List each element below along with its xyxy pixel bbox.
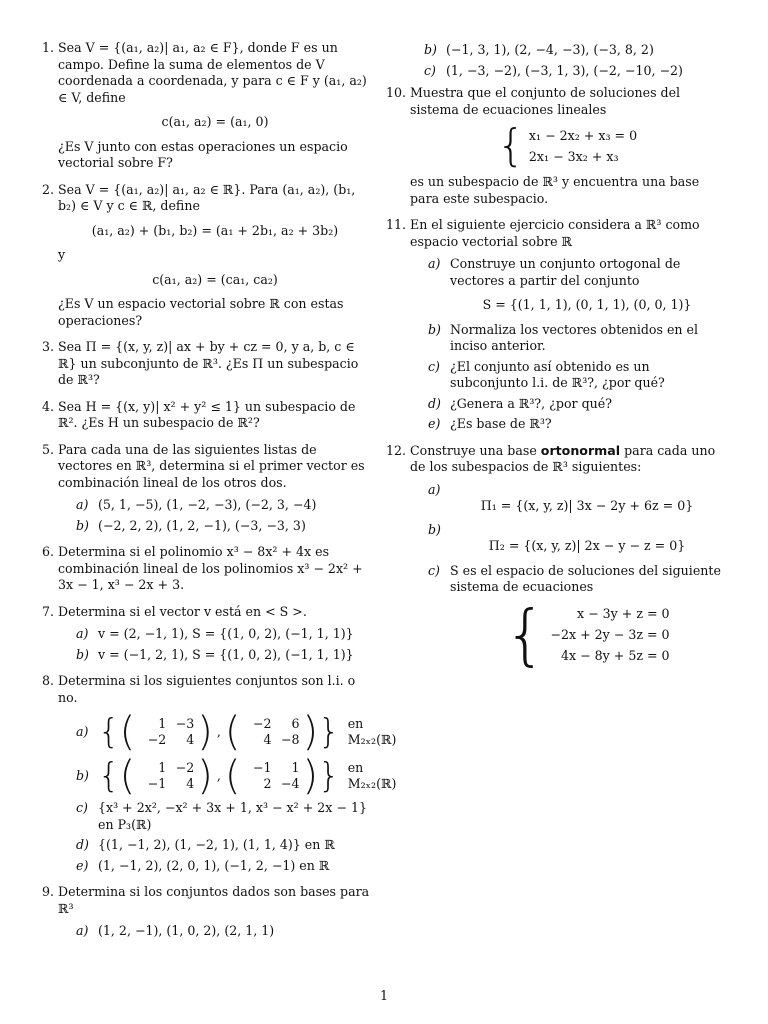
subitem-text: (−1, 3, 1), (2, −4, −3), (−3, 8, 2) bbox=[446, 42, 654, 57]
subitem-text: ¿Genera a ℝ³?, ¿por qué? bbox=[450, 395, 612, 411]
problem-number: 10. bbox=[385, 85, 406, 100]
problem-number: 1. bbox=[41, 40, 54, 55]
paren-open: ( bbox=[119, 753, 136, 799]
matrix-entry: 4 bbox=[186, 732, 195, 747]
matrix-entry: −8 bbox=[280, 732, 300, 747]
subitem-label: d) bbox=[76, 837, 89, 852]
matrix-entry: −4 bbox=[280, 776, 300, 791]
display-equation: Π₂ = {(x, y, z)| 2x − y − z = 0} bbox=[488, 538, 686, 553]
problem-10 bbox=[384, 85, 724, 207]
problem-text: En el siguiente ejercicio considera a ℝ³ como espacio vectorial sobre ℝ bbox=[410, 217, 700, 249]
display-equation: Π₁ = {(x, y, z)| 3x − 2y + 6z = 0} bbox=[480, 497, 694, 513]
paren-close: ) bbox=[197, 709, 213, 755]
subitem-label: a) bbox=[76, 724, 89, 739]
matrix-entry: −2 bbox=[147, 732, 167, 747]
problem-number: 2. bbox=[41, 181, 54, 197]
subitem-label: b) bbox=[76, 517, 89, 533]
matrix-space: en M₂ₓ₂(ℝ) bbox=[347, 715, 397, 747]
display-equation: (a₁, a₂) + (b₁, b₂) = (a₁ + 2b₁, a₂ + 3b₂) bbox=[91, 222, 339, 238]
equation-system bbox=[410, 120, 724, 171]
subitem-text: ¿El conjunto así obtenido es un subconjunto l.i. de ℝ³?, ¿por qué? bbox=[450, 358, 665, 390]
problem-6 bbox=[36, 544, 372, 594]
matrix bbox=[138, 716, 194, 748]
right-column bbox=[384, 40, 724, 678]
matrix-entry: 1 bbox=[158, 716, 167, 731]
paren-close: ) bbox=[302, 753, 319, 799]
matrix bbox=[243, 716, 299, 748]
problem-question: ¿Es V un espacio vectorial sobre ℝ con estas operaciones? bbox=[58, 296, 344, 328]
matrix-entry: 1 bbox=[291, 760, 300, 775]
subitem-text: S es el espacio de soluciones del siguiente sistema de ecuaciones bbox=[450, 562, 721, 594]
problem-7 bbox=[36, 604, 372, 664]
problem-number: 12. bbox=[385, 442, 406, 458]
matrix-entry: −3 bbox=[175, 716, 195, 731]
problem-number: 8. bbox=[41, 673, 54, 688]
matrix-entry: 6 bbox=[291, 716, 300, 731]
subitem-label: a) bbox=[428, 481, 441, 497]
problem-number: 3. bbox=[41, 339, 54, 354]
subitem-text: (1, −3, −2), (−3, 1, 3), (−2, −10, −2) bbox=[446, 62, 683, 78]
display-equation: c(a₁, a₂) = (a₁, 0) bbox=[161, 114, 269, 129]
connector-text: y bbox=[58, 247, 66, 262]
subitem-label: e) bbox=[76, 857, 89, 873]
system-equations bbox=[529, 125, 637, 167]
problem-text-after: es un subespacio de ℝ³ y encuentra una base para este subespacio. bbox=[410, 174, 700, 206]
subitem-text: {x³ + 2x², −x² + 3x + 1, x³ − x² + 2x − 1} en P₃(ℝ) bbox=[98, 800, 367, 832]
equation: x − 3y + z = 0 bbox=[577, 606, 670, 621]
subitem-label: d) bbox=[428, 395, 441, 411]
subitem-b bbox=[406, 42, 724, 59]
paren-close: ) bbox=[197, 753, 213, 799]
matrix-set bbox=[98, 709, 397, 755]
subitem-label: b) bbox=[424, 42, 437, 57]
system-brace: { bbox=[496, 120, 525, 171]
subitem-c bbox=[410, 562, 724, 673]
set-brace-open: { bbox=[98, 712, 120, 752]
problem-text-post: para cada uno de los subespacios de ℝ³ siguientes: bbox=[410, 442, 716, 474]
subitem-b bbox=[58, 518, 372, 535]
left-column bbox=[36, 40, 397, 950]
subitem-b bbox=[58, 647, 372, 664]
subitem-a bbox=[58, 497, 372, 514]
problem-number: 4. bbox=[41, 398, 54, 414]
separator: , bbox=[216, 767, 221, 783]
subitem-label: c) bbox=[424, 62, 436, 78]
subitem-text: v = (−1, 2, 1), S = {(1, 0, 2), (−1, 1, 1)} bbox=[98, 646, 354, 662]
subitem-c bbox=[406, 63, 724, 80]
paren-close: ) bbox=[302, 709, 319, 755]
subitem-a bbox=[58, 923, 372, 940]
set-brace-open: { bbox=[98, 756, 120, 796]
equation: 2x₁ − 3x₂ + x₃ bbox=[528, 149, 619, 164]
equation-system bbox=[450, 595, 724, 673]
subitem-d bbox=[410, 396, 724, 413]
subitem-label: a) bbox=[76, 497, 89, 512]
problem-number: 5. bbox=[41, 441, 54, 457]
subitem-c bbox=[410, 359, 724, 392]
system-equations bbox=[550, 603, 669, 666]
problem-9 bbox=[36, 884, 372, 940]
problem-number: 7. bbox=[41, 603, 54, 619]
problem-2 bbox=[36, 182, 372, 330]
separator: , bbox=[216, 723, 221, 739]
subitem-a bbox=[410, 482, 724, 515]
page-number: 1 bbox=[379, 988, 388, 1003]
display-equation: S = {(1, 1, 1), (0, 1, 1), (0, 0, 1)} bbox=[482, 297, 692, 312]
subitem-label: c) bbox=[428, 562, 440, 578]
problem-12 bbox=[384, 442, 724, 673]
set-brace-close: } bbox=[318, 756, 340, 796]
subitem-label: a) bbox=[428, 256, 441, 271]
subitem-label: b) bbox=[76, 768, 89, 783]
problem-number: 11. bbox=[385, 217, 406, 232]
subitem-label: a) bbox=[76, 923, 89, 938]
subitem-text: (1, 2, −1), (1, 0, 2), (2, 1, 1) bbox=[98, 923, 275, 938]
matrix-entry: 4 bbox=[263, 732, 272, 747]
subitem-e bbox=[410, 416, 724, 433]
equation: x₁ − 2x₂ + x₃ = 0 bbox=[528, 128, 638, 143]
subitem-text: v = (2, −1, 1), S = {(1, 0, 2), (−1, 1, 1)} bbox=[98, 626, 354, 641]
subitem-text: {(1, −1, 2), (1, −2, 1), (1, 1, 4)} en ℝ bbox=[98, 837, 335, 852]
matrix bbox=[243, 760, 299, 792]
subitem-a bbox=[58, 626, 372, 643]
subitem-text: ¿Es base de ℝ³? bbox=[450, 416, 552, 431]
problem-1 bbox=[36, 40, 372, 172]
subitem-label: b) bbox=[76, 646, 89, 662]
system-brace: { bbox=[504, 595, 547, 673]
problem-text: Muestra que el conjunto de soluciones del sistema de ecuaciones lineales bbox=[410, 85, 681, 117]
equation: 4x − 8y + 5z = 0 bbox=[560, 648, 670, 663]
matrix-entry: 1 bbox=[158, 760, 167, 775]
problem-number: 9. bbox=[41, 884, 54, 899]
problem-text-pre: Construye una base bbox=[410, 442, 537, 458]
matrix-entry: −2 bbox=[175, 760, 195, 775]
problem-text: Determina si los conjuntos dados son bases para ℝ³ bbox=[58, 884, 370, 916]
equation: −2x + 2y − 3z = 0 bbox=[550, 627, 670, 642]
subitem-text: (1, −1, 2), (2, 0, 1), (−1, 2, −1) en ℝ bbox=[98, 857, 330, 873]
problem-number: 6. bbox=[41, 544, 54, 559]
subitem-a bbox=[410, 256, 724, 314]
subitem-e bbox=[58, 858, 372, 875]
subitem-text: (5, 1, −5), (1, −2, −3), (−2, 3, −4) bbox=[98, 497, 317, 512]
paren-open: ( bbox=[119, 709, 136, 755]
problem-text bbox=[410, 443, 724, 476]
subitem-b bbox=[410, 322, 724, 355]
subitem-text: (−2, 2, 2), (1, 2, −1), (−3, −3, 3) bbox=[98, 517, 306, 533]
subitem-d bbox=[58, 837, 372, 854]
problem-8 bbox=[36, 673, 397, 874]
matrix-entry: −1 bbox=[147, 776, 167, 791]
paren-open: ( bbox=[224, 709, 241, 755]
subitem-text: Construye un conjunto ortogonal de vectores a partir del conjunto bbox=[450, 256, 681, 288]
subitem-text: Normaliza los vectores obtenidos en el inciso anterior. bbox=[450, 321, 699, 353]
problem-text: Determina si el polinomio x³ − 8x² + 4x es combinación lineal de los polinomios x³ − 2x² + 3x − 1, x³ − 2x + 3. bbox=[58, 544, 363, 592]
problem-text: Sea V = {(a₁, a₂)| a₁, a₂ ∈ F}, donde F es un campo. Define la suma de elementos de V coordenada a coordenada, y para c ∈ F y (a₁, a₂) ∈ V, define bbox=[58, 40, 367, 105]
problem-11 bbox=[384, 217, 724, 433]
subitem-label: a) bbox=[76, 626, 89, 641]
matrix-entry: −1 bbox=[252, 760, 272, 775]
subitem-label: b) bbox=[428, 321, 441, 337]
problem-4 bbox=[36, 399, 372, 432]
subitem-label: c) bbox=[76, 800, 88, 815]
problem-question: ¿Es V junto con estas operaciones un espacio vectorial sobre F? bbox=[58, 138, 348, 170]
problem-text: Sea H = {(x, y)| x² + y² ≤ 1} un subespacio de ℝ². ¿Es H un subespacio de ℝ²? bbox=[58, 398, 356, 430]
matrix-entry: 4 bbox=[186, 776, 195, 791]
matrix-set bbox=[98, 753, 397, 799]
subitem-label: e) bbox=[428, 416, 441, 431]
problem-text-bold: ortonormal bbox=[540, 442, 621, 458]
matrix bbox=[138, 760, 194, 792]
problem-3 bbox=[36, 339, 372, 389]
subitem-b bbox=[58, 753, 397, 799]
problem-text: Determina si los siguientes conjuntos son l.i. o no. bbox=[58, 673, 356, 705]
display-equation: c(a₁, a₂) = (ca₁, ca₂) bbox=[152, 271, 278, 287]
subitem-b bbox=[410, 522, 724, 555]
subitem-c bbox=[58, 800, 372, 833]
problem-9-continued bbox=[384, 42, 724, 79]
problem-text: Sea V = {(a₁, a₂)| a₁, a₂ ∈ ℝ}. Para (a₁, a₂), (b₁, b₂) ∈ V y c ∈ ℝ, define bbox=[58, 181, 356, 213]
subitem-label: b) bbox=[428, 522, 441, 537]
subitem-label: c) bbox=[428, 358, 440, 374]
matrix-space: en M₂ₓ₂(ℝ) bbox=[347, 759, 397, 791]
problem-text: Sea Π = {(x, y, z)| ax + by + cz = 0, y a, b, c ∈ ℝ} un subconjunto de ℝ³. ¿Es Π un subespacio de ℝ³? bbox=[58, 339, 359, 387]
set-brace-close: } bbox=[318, 712, 340, 752]
matrix-entry: −2 bbox=[252, 716, 272, 731]
problem-text: Para cada una de las siguientes listas de vectores en ℝ³, determina si el primer vector es combinación lineal de los otros dos. bbox=[58, 441, 365, 490]
matrix-entry: 2 bbox=[263, 776, 272, 791]
subitem-a bbox=[58, 709, 397, 755]
paren-open: ( bbox=[224, 753, 241, 799]
problem-text: Determina si el vector v está en < S >. bbox=[58, 603, 307, 619]
problem-5 bbox=[36, 442, 372, 535]
